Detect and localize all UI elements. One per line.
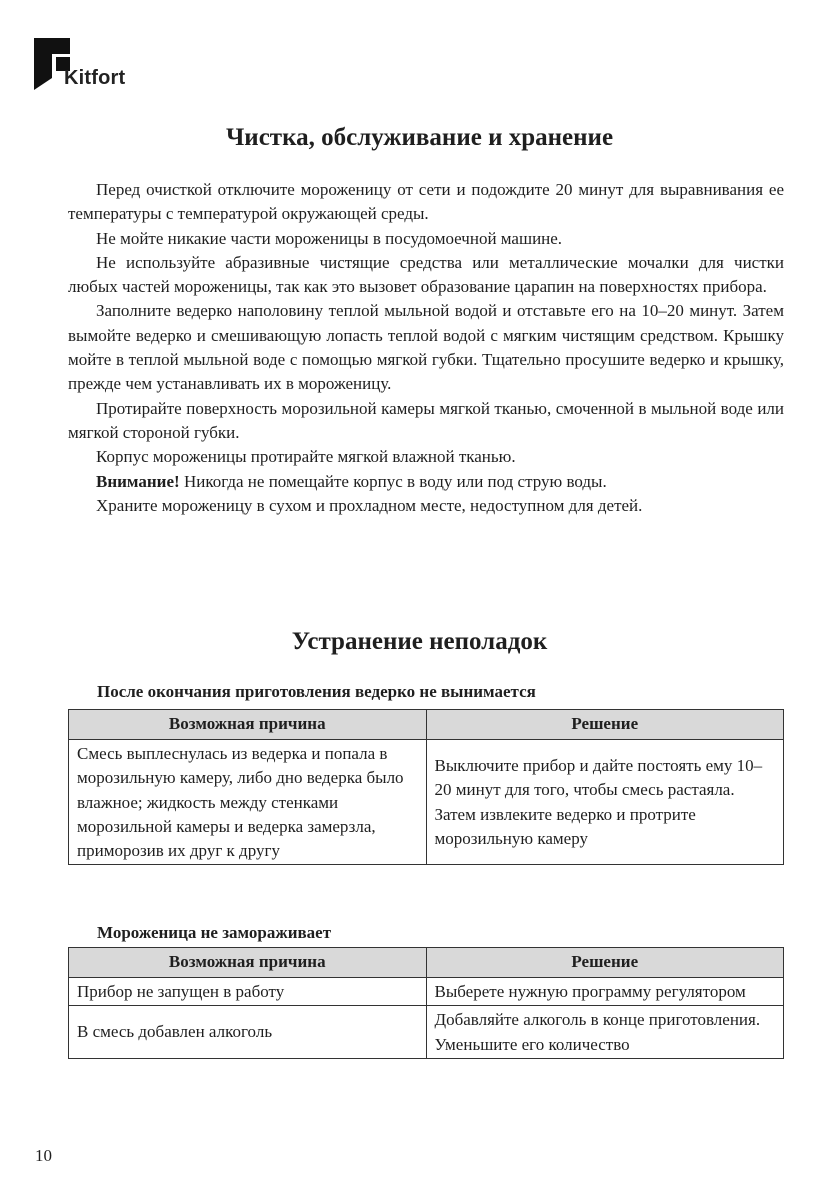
paragraph: Не используйте абразивные чистящие средства или металлические мочалки для чистки любых частей мороженицы, так как это вызовет образование царапин на поверхностях прибора. [68,252,784,297]
column-header-cause: Возможная причина [69,948,427,978]
cause-cell: Смесь выплеснулась из ведерка и попала в морозильную камеру, либо дно ведерка было влажное; жидкость между стенками морозильной камеры и ведерка замерзла, приморозив их друг к другу [69,740,427,865]
cleaning-instructions [68,178,784,518]
paragraph: Не мойте никакие части мороженицы в посудомоечной машине. [96,228,563,248]
solution-cell: Выключите прибор и дайте постоять ему 10–20 минут для того, чтобы смесь растаяла. Затем извлеките ведерко и протрите морозильную камеру [426,740,784,865]
solution-cell: Выберете нужную программу регулятором [426,978,784,1006]
warning-text: Никогда не помещайте корпус в воду или под струю воды. [179,471,607,491]
storage-paragraph: Храните мороженицу в сухом и прохладном месте, недоступном для детей. [96,495,643,515]
paragraph: Протирайте поверхность морозильной камеры мягкой тканью, смоченной в мыльной воде или мягкой стороной губки. [68,398,784,442]
problem-heading-freezing: Мороженица не замораживает [97,923,332,942]
page-number: 10 [35,1146,52,1165]
troubleshooting-table-freezing [68,947,784,1059]
solution-cell: Добавляйте алкоголь в конце приготовления. Уменьшите его количество [426,1006,784,1059]
problem-heading-bucket: После окончания приготовления ведерко не вынимается [97,682,536,701]
table-row [69,978,784,1006]
section-title-cleaning: Чистка, обслуживание и хранение [225,124,614,151]
column-header-solution: Решение [426,948,784,978]
brand-name: Kitfort [64,67,126,89]
troubleshooting-table-bucket [68,709,784,865]
table-header-row [69,948,784,978]
cause-cell: Прибор не запущен в работу [69,978,427,1006]
table-row [69,740,784,865]
section-title-troubleshooting: Устранение неполадок [291,628,548,655]
table-header-row [69,710,784,740]
table-row [69,1006,784,1059]
column-header-cause: Возможная причина [69,710,427,740]
warning-label: Внимание! [96,471,180,491]
warning-paragraph [68,470,784,494]
column-header-solution: Решение [426,710,784,740]
brand-logo [34,38,144,90]
paragraph: Заполните ведерко наполовину теплой мыльной водой и отставьте его на 10–20 минут. Затем вымойте ведерко и смешивающую лопасть теплой водой с мягким чистящим средством. Крышку мойте в теплой мыльной воде с помощью мягкой губки. Тщательно просушите ведерко и крышку, прежде чем устанавливать их в мороженицу. [68,301,784,394]
paragraph: Перед очисткой отключите мороженицу от сети и подождите 20 минут для выравнивания ее температуры с температурой окружающей среды. [68,180,784,224]
cause-cell: В смесь добавлен алкоголь [69,1006,427,1059]
paragraph: Корпус мороженицы протирайте мягкой влажной тканью. [96,447,516,467]
